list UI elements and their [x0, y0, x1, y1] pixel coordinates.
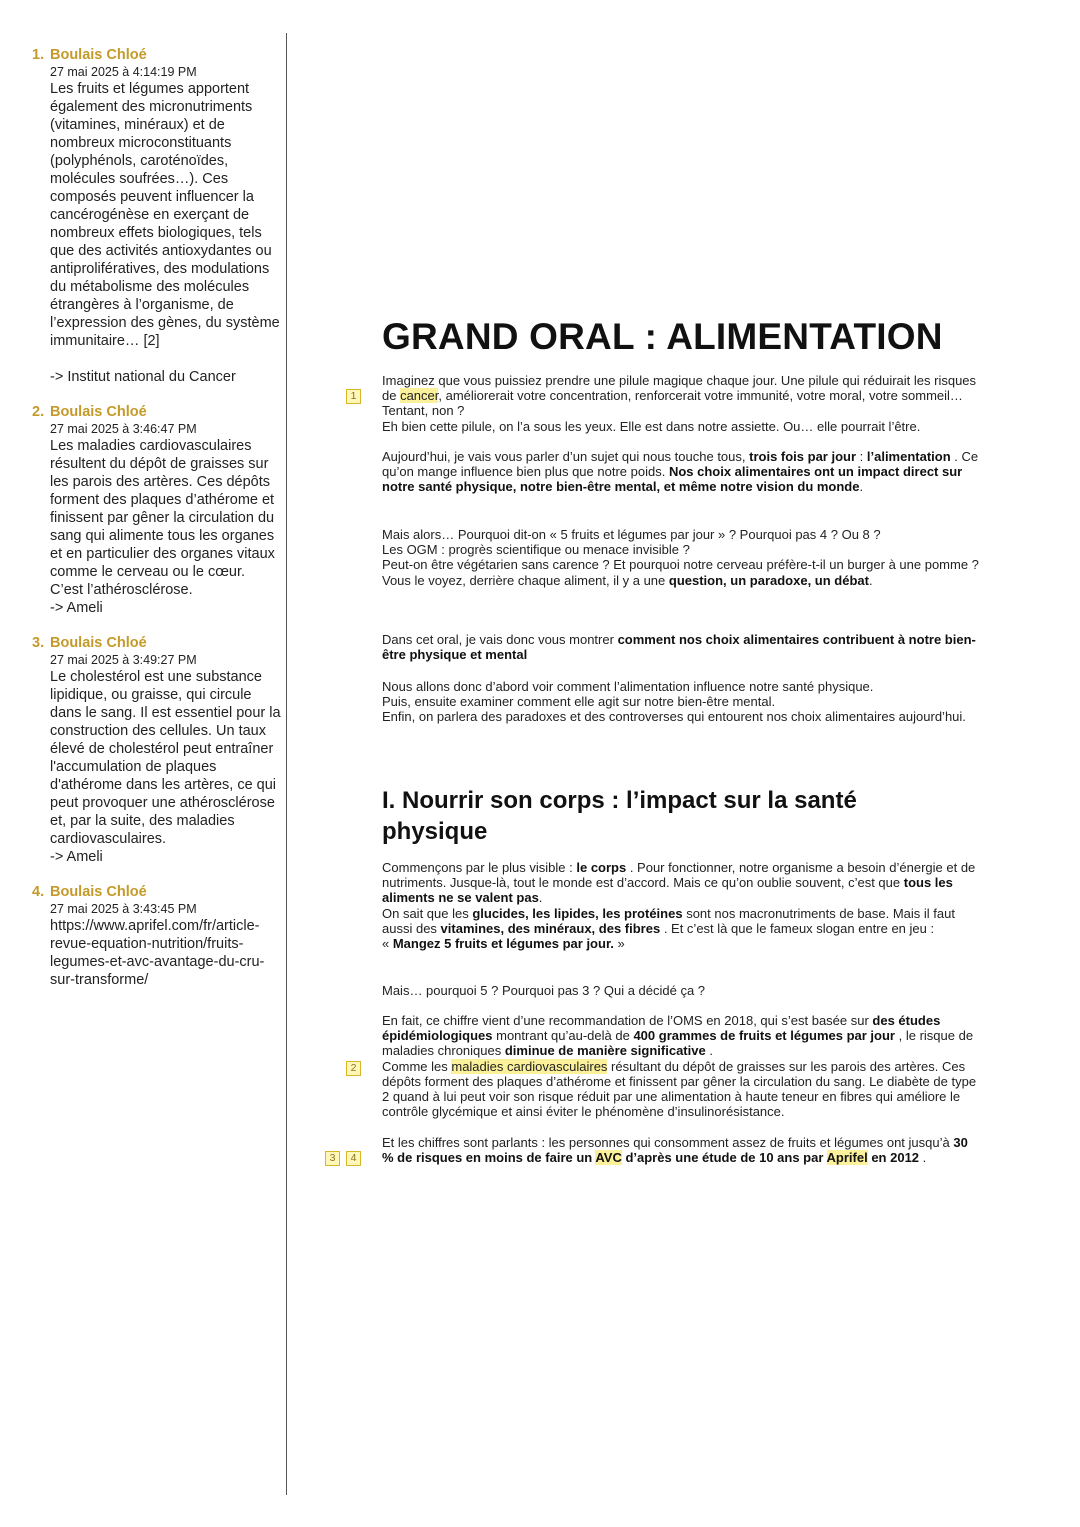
text-run: Enfin, on parlera des paradoxes et des controverses qui entourent nos choix alimentaires aujourd’hui. — [382, 709, 966, 725]
comment-author — [32, 634, 282, 652]
comment[interactable] — [32, 46, 282, 386]
paragraph — [382, 1013, 980, 1119]
comment-number: 2. — [32, 404, 45, 420]
text-line — [382, 557, 980, 572]
comment-number: 3. — [32, 635, 45, 651]
comment-author-name: Boulais Chloé — [50, 404, 147, 420]
comment-date: 27 mai 2025 à 3:46:47 PM — [50, 422, 197, 436]
comment-author-name: Boulais Chloé — [50, 884, 147, 900]
bold-text: tous les aliments ne se valent pas — [382, 875, 953, 906]
comment-author-name: Boulais Chloé — [50, 635, 147, 651]
text-run: , le risque de maladies chroniques — [382, 1028, 974, 1059]
text-run: Eh bien cette pilule, on l’a sous les yeux. Elle est dans notre assiette. Ou… elle pourrait l’être. — [382, 418, 921, 434]
panel-divider — [286, 33, 287, 1495]
comment-author-name: Boulais Chloé — [50, 47, 147, 63]
paragraph — [382, 860, 980, 951]
text-run: Commençons par le plus visible : — [382, 860, 577, 875]
highlighted-text[interactable]: Aprifel — [826, 1150, 868, 1166]
text-run: Mais alors… Pourquoi dit-on « 5 fruits et légumes par jour » ? Pourquoi pas 4 ? Ou 8 ? — [382, 527, 881, 542]
comment-marker-3[interactable]: 3 — [325, 1151, 340, 1166]
text-line — [382, 709, 980, 724]
comment-date: 27 mai 2025 à 3:49:27 PM — [50, 653, 197, 667]
text-run: Vous le voyez, derrière chaque aliment, il y a une — [382, 572, 669, 588]
text-run: Imaginez que vous puissiez prendre une pilule magique chaque jour. Une pilule qui réduirait les risques de — [382, 373, 977, 404]
text-line — [382, 573, 980, 588]
text-run: Dans cet oral, je vais donc vous montrer — [382, 632, 618, 647]
comment-marker-2[interactable]: 2 — [346, 1061, 361, 1076]
highlighted-text[interactable]: maladies cardiovasculaires — [451, 1058, 608, 1074]
text-run: . Et c’est là que le fameux slogan entre en jeu : — [660, 920, 935, 936]
text-line — [382, 449, 980, 495]
bold-text: l’alimentation — [866, 449, 951, 464]
text-line — [382, 632, 980, 662]
text-run: Aujourd’hui, je vais vous parler d’un sujet qui nous touche tous, — [382, 449, 750, 464]
paragraph — [382, 632, 980, 662]
highlighted-text[interactable]: cancer — [400, 388, 439, 404]
text-run: . Pour fonctionner, notre organisme a besoin d’énergie et de nutriments. Jusque-là, tout le monde est d’accord. Mais ce qu’on oublie souvent, c’est que — [382, 860, 976, 891]
text-run: . — [868, 572, 873, 588]
text-line — [382, 983, 980, 998]
paragraph — [382, 983, 980, 998]
bold-text: glucides, les lipides, les protéines — [472, 905, 683, 921]
comment-number: 4. — [32, 884, 45, 900]
text-run: En fait, ce chiffre vient d’une recommandation de l’OMS en 2018, qui s’est basée sur — [382, 1013, 873, 1028]
comment-date: 27 mai 2025 à 3:43:45 PM — [50, 902, 197, 916]
text-line — [382, 542, 980, 557]
text-run: . Ce qu’on mange influence bien plus que notre poids. — [382, 449, 979, 480]
text-line — [382, 694, 980, 709]
bold-text: vitamines, des minéraux, des fibres — [440, 920, 661, 936]
bold-text: d’après une étude de 10 ans par — [621, 1150, 827, 1166]
text-line — [382, 679, 980, 694]
text-run: . — [705, 1043, 713, 1059]
text-line — [382, 860, 980, 906]
section-heading: I. Nourrir son corps : l’impact sur la santé physique — [382, 787, 857, 845]
text-run: . — [919, 1150, 927, 1166]
text-line — [382, 936, 980, 951]
paragraph — [382, 373, 980, 434]
bold-text: 30 % de risques en moins de faire un — [382, 1135, 968, 1166]
text-run: Et les chiffres sont parlants : les personnes qui consomment assez de fruits et légumes ont jusqu’à — [382, 1135, 954, 1150]
text-run: Comme les — [382, 1058, 452, 1074]
bold-text: question, un paradoxe, un débat — [668, 572, 869, 588]
text-line — [382, 906, 980, 936]
paragraph — [382, 527, 980, 588]
text-line — [382, 527, 980, 542]
comment-number: 1. — [32, 47, 45, 63]
text-run: : — [856, 449, 867, 464]
text-run: Nous allons donc d’abord voir comment l’alimentation influence notre santé physique. — [382, 679, 874, 694]
document-title: GRAND ORAL : ALIMENTATION — [382, 316, 943, 357]
text-run: » — [613, 936, 625, 952]
comment-body: Le cholestérol est une substance lipidique, ou graisse, qui circule dans le sang. Il est essentiel pour la construction des cellules. Un taux élevé de cholestérol peut entraîner l'accumulation de plaques d'athérome dans les artères, ce qui peut provoquer une athérosclérose et, par la suite, des maladies cardiovasculaires. -> Ameli — [50, 669, 281, 865]
bold-text: trois fois par jour — [749, 449, 857, 464]
bold-text: le corps — [576, 860, 627, 875]
text-line — [382, 419, 980, 434]
comment[interactable] — [32, 403, 282, 617]
comment-date: 27 mai 2025 à 4:14:19 PM — [50, 65, 197, 79]
comment-marker-1[interactable]: 1 — [346, 389, 361, 404]
text-line — [382, 1059, 980, 1120]
comment-body: Les maladies cardiovasculaires résultent du dépôt de graisses sur les parois des artères. Ces dépôts forment des plaques d’athérome et finissent par gêner la circulation du sang qui alimente tous les organes et en particulier des organes vitaux comme le cerveau ou le cœur. C’est l’athérosclérose. -> Ameli — [50, 438, 275, 616]
text-run: Puis, ensuite examiner comment elle agit sur notre bien-être mental. — [382, 694, 776, 710]
comment-author — [32, 883, 282, 901]
text-run: Les OGM : progrès scientifique ou menace invisible ? — [382, 542, 690, 558]
text-run: montrant qu’au-delà de — [492, 1028, 634, 1044]
text-run: , améliorerait votre concentration, renforcerait votre immunité, votre moral, votre sommeil… Tentant, non ? — [382, 388, 963, 419]
bold-text: 400 grammes de fruits et légumes par jour — [633, 1028, 895, 1044]
text-run: Peut-on être végétarien sans carence ? Et pourquoi notre cerveau préfère-t-il un burger à une pomme ? — [382, 557, 979, 573]
bold-text: diminue de manière significative — [504, 1043, 706, 1059]
paragraph — [382, 1135, 980, 1165]
text-run: On sait que les — [382, 905, 473, 921]
comment-marker-4[interactable]: 4 — [346, 1151, 361, 1166]
comment-body: https://www.aprifel.com/fr/article-revue-equation-nutrition/fruits-legumes-et-avc-avantage-du-cru-sur-transforme/ — [50, 918, 265, 988]
comment-author — [32, 46, 282, 64]
bold-text: des études épidémiologiques — [382, 1013, 941, 1044]
highlighted-text[interactable]: AVC — [595, 1150, 622, 1166]
bold-text: comment nos choix alimentaires contribuent à notre bien-être physique et mental — [382, 632, 976, 663]
bold-text: Mangez 5 fruits et légumes par jour. — [392, 936, 614, 952]
paragraph — [382, 679, 980, 725]
text-run: résultant du dépôt de graisses sur les parois des artères. Ces dépôts forment des plaques d’athérome et finissent par gêner la circulation du sang. Le diabète de type 2 quand à lui peut voir son risque réduit par une alimentation à haute teneur en fibres qui améliore le contrôle glycémique et ainsi éviter le phénomène d’insulinorésistance. — [382, 1058, 977, 1120]
text-run: « — [382, 936, 393, 952]
bold-text: Nos choix alimentaires ont un impact direct sur notre santé physique, notre bien-être mental, et même notre vision du monde — [382, 464, 963, 495]
text-line — [382, 373, 980, 419]
text-line — [382, 1013, 980, 1059]
paragraph — [382, 449, 980, 495]
comments-panel — [32, 46, 282, 1006]
text-run: Mais… pourquoi 5 ? Pourquoi pas 3 ? Qui a décidé ça ? — [382, 983, 706, 998]
comment[interactable] — [32, 883, 282, 989]
text-run: . — [538, 890, 543, 906]
text-run: . — [859, 479, 864, 495]
comment-author — [32, 403, 282, 421]
bold-text: en 2012 — [867, 1150, 920, 1166]
comment[interactable] — [32, 634, 282, 866]
text-line — [382, 1135, 980, 1165]
text-run: sont nos macronutriments de base. Mais il faut aussi des — [382, 905, 955, 936]
comment-body: Les fruits et légumes apportent également des micronutriments (vitamines, minéraux) et de nombreux microconstituants (polyphénols, caroténoïdes, molécules soufrées…). Ces composés peuvent influencer la cancérogénèse en exerçant de nombreux effets biologiques, tels que des activités antioxydantes ou antiprolifératives, des modulations du métabolisme des molécules étrangères à l’organisme, de l’expression des gènes, du système immunitaire… [2] -> Institut national du Cancer — [50, 81, 280, 385]
